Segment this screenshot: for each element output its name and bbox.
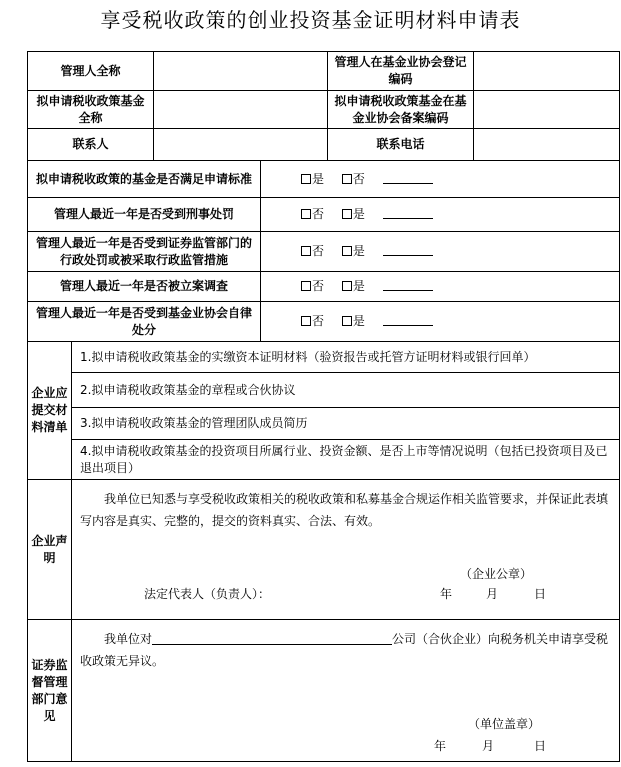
fund-record-code-field[interactable]: [474, 91, 620, 129]
fund-name-label: 拟申请税收政策基金全称: [28, 91, 154, 129]
phone-label: 联系电话: [328, 129, 474, 161]
declaration-text: 我单位已知悉与享受税收政策相关的税收政策和私募基金合规运作相关监管要求，并保证此表填写内容是真实、完整的，提交的资料真实、合法、有效。: [80, 492, 609, 528]
declaration-label: 企业声明: [28, 480, 72, 620]
checkbox-icon[interactable]: [342, 316, 352, 326]
question-options: [261, 161, 620, 198]
question-label: 管理人最近一年是否受到刑事处罚: [28, 198, 261, 232]
material-item: 3.拟申请税收政策基金的管理团队成员简历: [72, 408, 620, 440]
option-two[interactable]: 是: [342, 278, 365, 295]
company-name-blank[interactable]: [152, 632, 392, 645]
option-two[interactable]: 否: [342, 171, 365, 188]
question-row: [28, 198, 620, 232]
opinion-text: 我单位对 公司（合伙企业）向税务机关申请享受税收政策无异议。: [80, 632, 609, 668]
blank-field[interactable]: [383, 315, 433, 326]
option-two[interactable]: 是: [342, 243, 365, 260]
question-row: [28, 161, 620, 198]
opinion-row: [28, 620, 620, 762]
materials-row: [28, 408, 620, 440]
manager-name-label: 管理人全称: [28, 52, 154, 91]
question-options: [261, 232, 620, 272]
checkbox-icon[interactable]: [301, 246, 311, 256]
declaration-cell: [72, 480, 620, 620]
manager-row: [28, 52, 620, 91]
question-row: [28, 302, 620, 342]
application-form-table: [27, 51, 620, 762]
materials-row: [28, 440, 620, 480]
question-label: 管理人最近一年是否受到基金业协会自律处分: [28, 302, 261, 342]
option-two[interactable]: 是: [342, 313, 365, 330]
question-label: 管理人最近一年是否受到证券监管部门的行政处罚或被采取行政监管措施: [28, 232, 261, 272]
unit-seal-label: （单位盖章）: [468, 717, 541, 731]
manager-name-field[interactable]: [154, 52, 328, 91]
question-options: [261, 272, 620, 302]
blank-field[interactable]: [383, 173, 433, 184]
date-month: 月: [482, 739, 495, 753]
contact-row: [28, 129, 620, 161]
manager-reg-code-label: 管理人在基金业协会登记编码: [328, 52, 474, 91]
option-one[interactable]: 否: [301, 278, 324, 295]
question-row: [28, 232, 620, 272]
checkbox-icon[interactable]: [342, 174, 352, 184]
question-label: 管理人最近一年是否被立案调查: [28, 272, 261, 302]
checkbox-icon[interactable]: [301, 209, 311, 219]
date-day: 日: [534, 739, 547, 753]
date-day: 日: [534, 587, 547, 601]
date-month: 月: [486, 587, 499, 601]
materials-row: [28, 342, 620, 373]
page-title: 享受税收政策的创业投资基金证明材料申请表: [100, 8, 521, 32]
option-one[interactable]: 否: [301, 313, 324, 330]
checkbox-icon[interactable]: [342, 281, 352, 291]
fund-name-field[interactable]: [154, 91, 328, 129]
date-year: 年: [440, 587, 453, 601]
materials-label: 企业应提交材料清单: [28, 342, 72, 480]
material-item: 1.拟申请税收政策基金的实缴资本证明材料（验资报告或托管方证明材料或银行回单）: [72, 342, 620, 373]
legal-rep-label: 法定代表人（负责人）：: [144, 587, 271, 601]
fund-record-code-label: 拟申请税收政策基金在基金业协会备案编码: [328, 91, 474, 129]
checkbox-icon[interactable]: [301, 281, 311, 291]
declaration-row: [28, 480, 620, 620]
question-options: [261, 198, 620, 232]
contact-field[interactable]: [154, 129, 328, 161]
blank-field[interactable]: [383, 245, 433, 256]
checkbox-icon[interactable]: [301, 316, 311, 326]
blank-field[interactable]: [383, 280, 433, 291]
question-label: 拟申请税收政策的基金是否满足申请标准: [28, 161, 261, 198]
material-item: 2.拟申请税收政策基金的章程或合伙协议: [72, 373, 620, 408]
manager-reg-code-field[interactable]: [474, 52, 620, 91]
option-one[interactable]: 是: [301, 171, 324, 188]
option-one[interactable]: 否: [301, 206, 324, 223]
company-seal-label: （企业公章）: [460, 567, 533, 581]
material-item: 4.拟申请税收政策基金的投资项目所属行业、投资金额、是否上市等情况说明（包括已投资项目及已退出项目）: [72, 440, 620, 480]
blank-field[interactable]: [383, 208, 433, 219]
checkbox-icon[interactable]: [342, 246, 352, 256]
option-two[interactable]: 是: [342, 206, 365, 223]
question-options: [261, 302, 620, 342]
checkbox-icon[interactable]: [301, 174, 311, 184]
opinion-cell: [72, 620, 620, 762]
checkbox-icon[interactable]: [342, 209, 352, 219]
fund-row: [28, 91, 620, 129]
phone-field[interactable]: [474, 129, 620, 161]
date-year: 年: [434, 739, 447, 753]
opinion-label: 证券监督管理部门意见: [28, 620, 72, 762]
contact-label: 联系人: [28, 129, 154, 161]
materials-row: [28, 373, 620, 408]
question-row: [28, 272, 620, 302]
option-one[interactable]: 否: [301, 243, 324, 260]
